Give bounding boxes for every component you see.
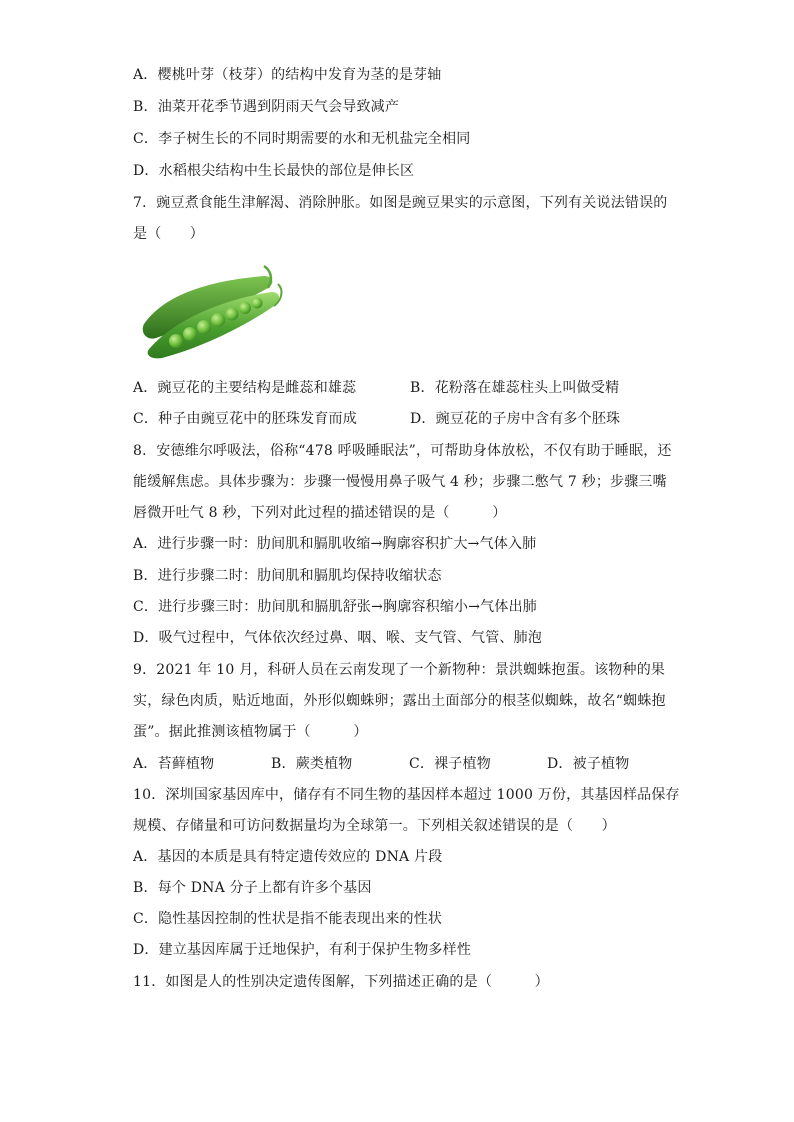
q9-stem-line3: 蛋”。据此推测该植物属于（ ） [133,724,368,740]
q9-option-c: C．裸子植物 [409,756,491,772]
q7-stem-line1: 7．豌豆煮食能生津解渴、消除肿胀。如图是豌豆果实的示意图，下列有关说法错误的 [133,195,668,211]
q7-option-b: B．花粉落在雄蕊柱头上叫做受精 [410,380,620,396]
q11-stem-line1: 11．如图是人的性别决定遗传图解，下列描述正确的是（ ） [133,974,549,990]
q8-option-d: D．吸气过程中，气体依次经过鼻、咽、喉、支气管、气管、肺泡 [133,630,543,646]
q6-option-b: B．油菜开花季节遇到阴雨天气会导致减产 [133,99,400,115]
q10-option-a: A．基因的本质是具有特定遗传效应的 DNA 片段 [133,849,443,865]
q8-option-b: B．进行步骤二时：肋间肌和膈肌均保持收缩状态 [133,568,442,584]
q6-option-a: A．樱桃叶芽（枝芽）的结构中发育为茎的是芽轴 [133,67,442,83]
q10-stem-line2: 规模、存储量和可访问数据量均为全球第一。下列相关叙述错误的是（ ） [133,818,616,834]
q9-stem-line1: 9．2021 年 10 月，科研人员在云南发现了一个新物种：景洪蜘蛛抱蛋。该物种的果 [133,662,666,678]
q7-option-c: C．种子由豌豆花中的胚珠发育而成 [133,411,357,427]
q9-option-a: A．苔藓植物 [133,756,215,772]
q10-option-d: D．建立基因库属于迁地保护，有利于保护生物多样性 [133,942,472,958]
q10-option-b: B．每个 DNA 分子上都有许多个基因 [133,880,372,896]
pea-pod-image [136,262,284,360]
q6-option-c: C．李子树生长的不同时期需要的水和无机盐完全相同 [133,131,471,147]
q7-option-d: D．豌豆花的子房中含有多个胚珠 [410,411,621,427]
q10-stem-line1: 10．深圳国家基因库中，储存有不同生物的基因样本超过 1000 万份，其基因样品保存 [133,787,680,803]
q8-option-c: C．进行步骤三时：肋间肌和膈肌舒张→胸廓容积缩小→气体出肺 [133,599,537,615]
q7-stem-line2: 是（ ） [133,226,204,242]
q7-option-a: A．豌豆花的主要结构是雌蕊和雄蕊 [133,380,357,396]
q9-stem-line2: 实，绿色肉质，贴近地面，外形似蜘蛛卵；露出土面部分的根茎似蜘蛛，故名“蜘蛛抱 [133,693,666,709]
q8-stem-line3: 唇微开吐气 8 秒，下列对此过程的描述错误的是（ ） [133,505,507,521]
q9-option-d: D．被子植物 [547,756,630,772]
q9-option-b: B．蕨类植物 [271,756,353,772]
q10-option-c: C．隐性基因控制的性状是指不能表现出来的性状 [133,911,443,927]
q8-option-a: A．进行步骤一时：肋间肌和膈肌收缩→胸廓容积扩大→气体入肺 [133,536,537,552]
q8-stem-line1: 8．安德维尔呼吸法，俗称“478 呼吸睡眠法”，可帮助身体放松，不仅有助于睡眠，还 [133,443,672,459]
q6-option-d: D．水稻根尖结构中生长最快的部位是伸长区 [133,163,415,179]
q8-stem-line2: 能缓解焦虑。具体步骤为：步骤一慢慢用鼻子吸气 4 秒；步骤二憋气 7 秒；步骤三嘴 [133,474,667,490]
